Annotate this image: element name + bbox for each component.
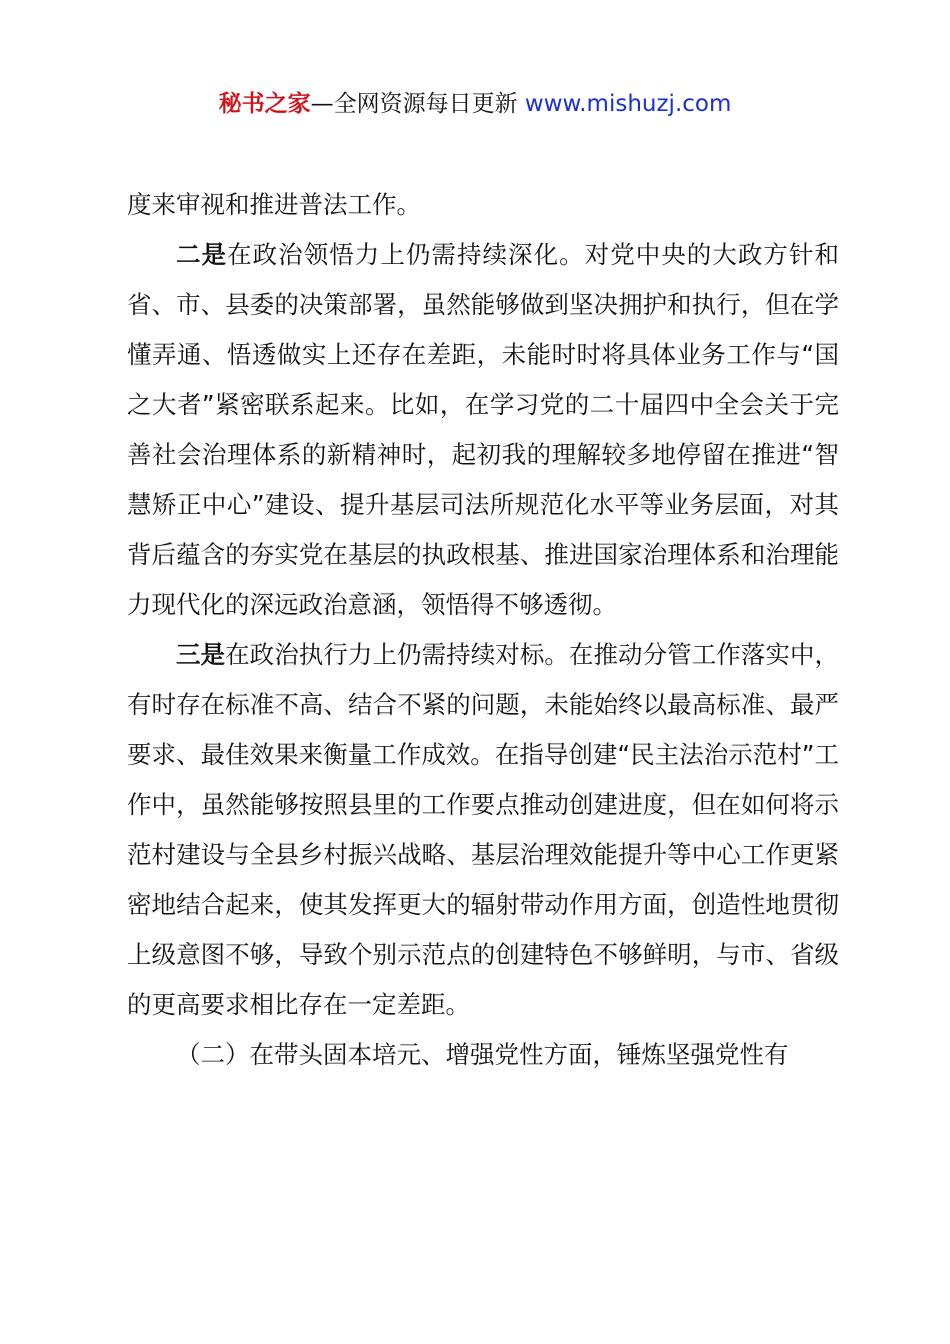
paragraph-point-two xyxy=(127,230,839,630)
paragraph-lead-label: 二是 xyxy=(176,240,228,269)
site-tagline: —全网资源每日更新 xyxy=(310,91,518,117)
paragraph-continuation: 度来审视和推进普法工作。 xyxy=(127,190,421,219)
site-brand: 秘书之家 xyxy=(218,91,311,117)
paragraph-section-heading: （二）在带头固本培元、增强党性方面，锤炼坚强党性有 xyxy=(176,1040,789,1069)
paragraph-lead-label: 三是 xyxy=(176,640,226,669)
paragraph-text: 在政治领悟力上仍需持续深化。对党中央的大政方针和省、市、县委的决策部署，虽然能够做到坚决拥护和执行，但在学懂弄通、悟透做实上还存在差距，未能时时将具体业务工作与“国之大者”紧密联系起来。比如，在学习党的二十届四中全会关于完善社会治理体系的新精神时，起初我的理解较多地停留在推进“智慧矫正中心”建设、提升基层司法所规范化水平等业务层面，对其背后蕴含的夯实党在基层的执政根基、推进国家治理体系和治理能力现代化的深远政治意涵，领悟得不够透彻。 xyxy=(127,240,840,619)
paragraph-text: 在政治执行力上仍需持续对标。在推动分管工作落实中，有时存在标准不高、结合不紧的问题，未能始终以最高标准、最严要求、最佳效果来衡量工作成效。在指导创建“民主法治示范村”工作中，虽然能够按照县里的工作要点推动创建进度，但在如何将示范村建设与全县乡村振兴战略、基层治理效能提升等中心工作更紧密地结合起来，使其发挥更大的辐射带动作用方面，创造性地贯彻上级意图不够，导致个别示范点的创建特色不够鲜明，与市、省级的更高要求相比存在一定差距。 xyxy=(127,640,840,1019)
document-body xyxy=(127,180,839,1080)
paragraph-point-three xyxy=(127,630,839,1030)
site-header xyxy=(0,88,950,120)
site-url-link[interactable]: www.mishuzj.com xyxy=(524,91,732,117)
